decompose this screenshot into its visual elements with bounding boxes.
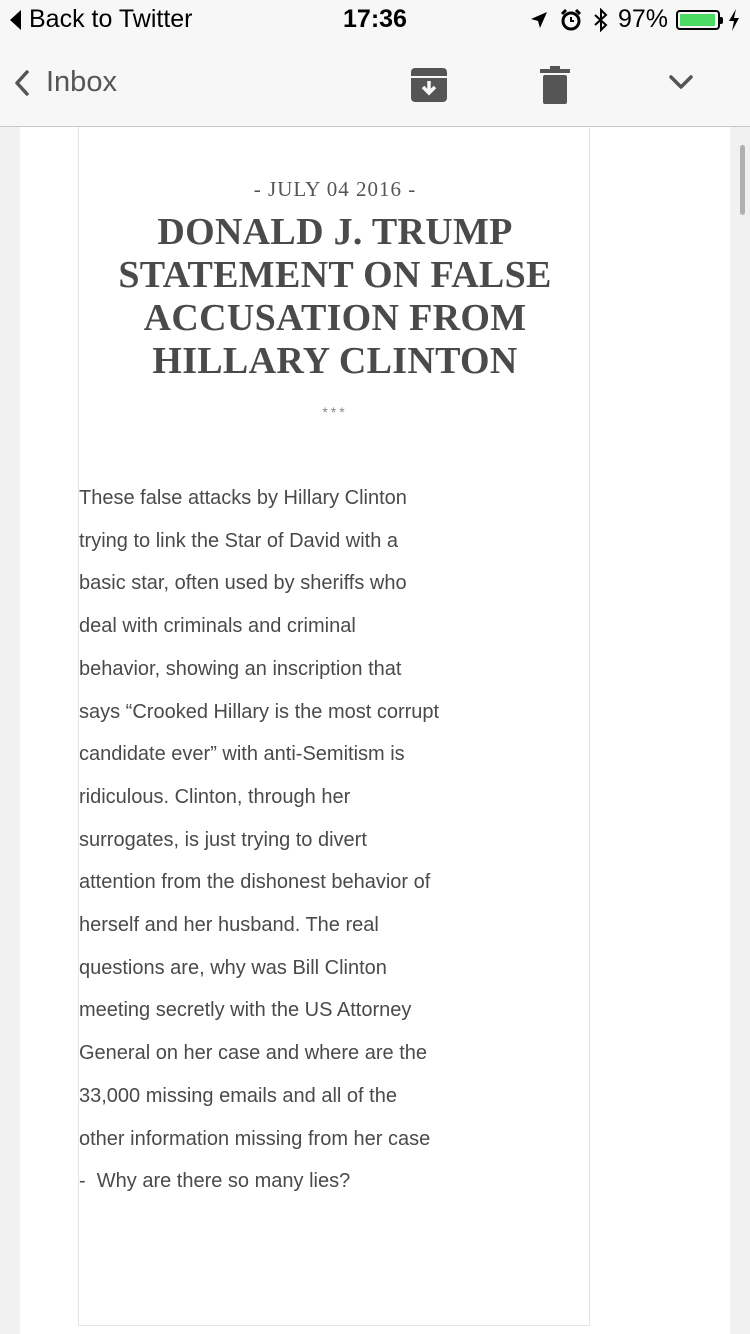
location-arrow-icon bbox=[530, 11, 548, 29]
status-bar bbox=[0, 0, 750, 40]
statement-body-line: surrogates, is just trying to divert bbox=[79, 828, 367, 851]
statement-body-line: trying to link the Star of David with a bbox=[79, 529, 399, 552]
message-body bbox=[20, 127, 730, 1334]
newsletter-column bbox=[78, 127, 590, 1326]
statement-body-line: General on her case and where are the bbox=[79, 1042, 427, 1065]
charging-bolt-icon bbox=[728, 9, 740, 31]
statement-body-line: herself and her husband. The real bbox=[79, 914, 379, 937]
statement-body-line: attention from the dishonest behavior of bbox=[79, 871, 431, 894]
statement-title bbox=[79, 211, 591, 383]
chevron-left-icon bbox=[14, 69, 30, 97]
inbox-label: Inbox bbox=[46, 66, 117, 98]
message-viewport[interactable] bbox=[0, 127, 750, 1334]
statement-body-line: deal with criminals and criminal bbox=[79, 615, 356, 638]
battery-percentage: 97% bbox=[617, 5, 668, 33]
statement-title-line: ACCUSATION FROM bbox=[143, 297, 527, 339]
mail-toolbar bbox=[0, 40, 750, 127]
status-indicators bbox=[518, 5, 740, 34]
statement-body-line: 33,000 missing emails and all of the bbox=[79, 1084, 397, 1107]
statement-body-line: behavior, showing an inscription that bbox=[79, 657, 402, 680]
battery-level-fill bbox=[680, 14, 715, 26]
chevron-down-icon bbox=[668, 74, 694, 90]
clock: 17:36 bbox=[343, 5, 407, 33]
statement-body bbox=[79, 477, 474, 1203]
delete-button[interactable] bbox=[540, 66, 570, 109]
back-to-app-label: Back to Twitter bbox=[29, 5, 193, 33]
statement-body-line: These false attacks by Hillary Clinton bbox=[79, 487, 407, 509]
archive-icon bbox=[410, 66, 448, 104]
vertical-scrollbar[interactable] bbox=[740, 145, 745, 215]
statement-title-line: DONALD J. TRUMP bbox=[157, 211, 513, 253]
section-divider: *** bbox=[322, 404, 348, 420]
statement-title-line: HILLARY CLINTON bbox=[152, 340, 518, 382]
statement-body-line: ridiculous. Clinton, through her bbox=[79, 785, 351, 808]
alarm-clock-icon bbox=[560, 9, 582, 31]
archive-button[interactable] bbox=[410, 66, 448, 109]
statement-body-line: says “Crooked Hillary is the most corrupt bbox=[79, 700, 440, 723]
statement-body-line: meeting secretly with the US Attorney bbox=[79, 999, 412, 1022]
statement-body-line: basic star, often used by sheriffs who bbox=[79, 572, 407, 595]
back-to-inbox-button[interactable] bbox=[14, 66, 117, 99]
statement-body-line: questions are, why was Bill Clinton bbox=[79, 956, 387, 979]
bluetooth-icon bbox=[594, 8, 608, 32]
statement-body-line: - Why are there so many lies? bbox=[79, 1170, 351, 1193]
statement-date: - JULY 04 2016 - bbox=[253, 177, 417, 201]
trash-icon bbox=[540, 66, 570, 104]
statement-body-line: candidate ever” with anti-Semitism is bbox=[79, 743, 405, 766]
more-actions-button[interactable] bbox=[668, 74, 694, 95]
statement-body-line: other information missing from her case bbox=[79, 1127, 431, 1150]
statement-title-line: STATEMENT ON FALSE bbox=[118, 254, 552, 296]
battery-tip bbox=[720, 17, 723, 24]
battery-icon bbox=[676, 10, 720, 30]
